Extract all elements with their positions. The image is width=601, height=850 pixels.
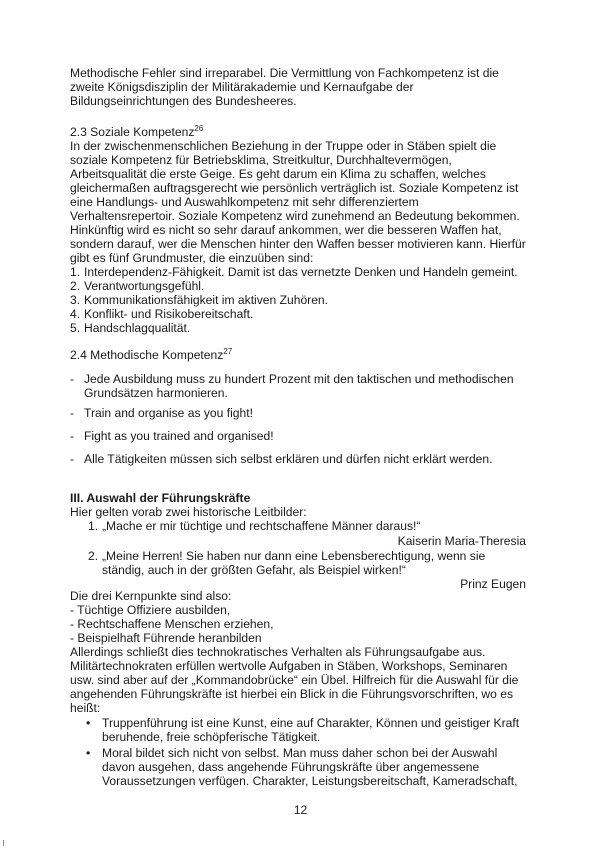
text-line: gibt es fünf Grundmuster, die einzuüben sind: <box>70 251 314 265</box>
text-line: eine Handlungs- und Auswahlkompetenz mit sehr differenziertem <box>70 195 419 209</box>
intro-line: Hier gelten vorab zwei historische Leitbilder: <box>70 505 307 519</box>
list-item: 2. „Meine Herren! Sie haben nur dann eine Lebensberechtigung, wenn sie ständig, auch in der größten Gefahr, als Beispiel wirken!“ <box>88 549 486 577</box>
text-line: - Beispielhaft Führende heranbilden <box>70 631 262 645</box>
text-line: Militärtechnokraten erfüllen wertvolle Aufgaben in Stäben, Workshops, Seminaren <box>70 659 508 673</box>
list-item: 1. „Mache er mir tüchtige und rechtschaffene Männer daraus!“ <box>88 519 421 533</box>
quote-1-author: Kaiserin Maria-Theresia <box>397 534 526 548</box>
list-item: • Moral bildet sich nicht von selbst. Man muss daher schon bei der Auswahl davon ausgehen, dass angehende Führungskräfte über angemessene Voraussetzungen verfügen. Charakter, Leistungsbereitschaft, Kameradschaft, <box>86 746 518 788</box>
text-line: angehenden Führungskräfte ist hierbei ein Blick in die Führungsvorschriften, wo es <box>70 687 514 701</box>
list-item: - Jede Ausbildung muss zu hundert Prozent mit den taktischen und methodischen Grundsätzen harmonieren. <box>70 372 514 400</box>
text-line: - Tüchtige Offiziere ausbilden, <box>70 603 231 617</box>
text-line: Bildungseinrichtungen des Bundesheeres. <box>70 94 297 108</box>
text-line: sondern darauf, wer die Menschen hinter den Waffen besser motivieren kann. Hierfür <box>70 237 526 251</box>
core-points <box>70 589 530 645</box>
paragraph-technocrats <box>70 645 530 715</box>
list-item: • Truppenführung ist eine Kunst, eine auf Charakter, Können und geistiger Kraft beruhende, freie schöpferische Tätigkeit. <box>86 716 520 744</box>
section-heading-2-4 <box>70 348 530 362</box>
list-item: 5. Handschlagqualität. <box>70 321 191 335</box>
quote-1 <box>88 519 530 533</box>
dash-list <box>70 406 530 420</box>
numbered-list <box>70 265 530 335</box>
text-line: soziale Kompetenz für Betriebsklima, Streitkultur, Durchhaltevermögen, <box>70 153 452 167</box>
section-heading-2-3 <box>70 125 530 139</box>
dash-list <box>70 429 530 443</box>
list-item: - Alle Tätigkeiten müssen sich selbst erklären und dürfen nicht erklärt werden. <box>70 452 493 466</box>
text-line: In der zwischenmenschlichen Beziehung in der Truppe oder in Stäben spielt die <box>70 139 497 153</box>
paragraph-social-competence <box>70 139 530 265</box>
text-line: Die drei Kernpunkte sind also: <box>70 589 232 603</box>
list-item: 1. Interdependenz-Fähigkeit. Damit ist das vernetzte Denken und Handeln gemeint. <box>70 265 518 279</box>
text-line: zweite Königsdisziplin der Militärakademie und Kernaufgabe der <box>70 80 414 94</box>
bullet-list <box>70 746 530 788</box>
quote-2-author: Prinz Eugen <box>460 577 526 591</box>
heading-text: 2.4 Methodische Kompetenz <box>70 348 224 362</box>
quote-2 <box>88 549 526 577</box>
list-item: 4. Konflikt- und Risikobereitschaft. <box>70 307 254 321</box>
text-line: Methodische Fehler sind irreparabel. Die Vermittlung von Fachkompetenz ist die <box>70 66 499 80</box>
dash-list <box>70 452 530 466</box>
scan-mark <box>3 840 4 846</box>
list-item: - Fight as you trained and organised! <box>70 429 274 443</box>
text-line: Arbeitsqualität die erste Geige. Es geht darum ein Klima zu schaffen, welches <box>70 167 486 181</box>
text-line: heißt: <box>70 701 101 715</box>
text-line: Allerdings schließt dies technokratisches Verhalten als Führungsaufgabe aus. <box>70 645 486 659</box>
footnote-ref: 27 <box>223 347 233 356</box>
page-number: 12 <box>293 803 308 817</box>
dash-list <box>70 372 530 400</box>
text-line: Hinkünftig wird es nicht so sehr darauf ankommen, wer die besseren Waffen hat, <box>70 223 502 237</box>
list-item: 3. Kommunikationsfähigkeit im aktiven Zuhören. <box>70 293 329 307</box>
text-line: usw. sind aber auf der „Kommandobrücke“ ein Übel. Hilfreich für die Auswahl für die <box>70 673 519 687</box>
list-item: - Train and organise as you fight! <box>70 406 253 420</box>
paragraph-intro <box>70 66 530 108</box>
footnote-ref: 26 <box>194 124 204 133</box>
text-line: - Rechtschaffene Menschen erziehen, <box>70 617 274 631</box>
heading-text: 2.3 Soziale Kompetenz <box>70 125 195 139</box>
list-item: 2. Verantwortungsgefühl. <box>70 279 205 293</box>
section-heading-iii: III. Auswahl der Führungskräfte <box>70 491 251 505</box>
text-line: Verhaltensrepertoir. Soziale Kompetenz wird zunehmend an Bedeutung bekommen. <box>70 209 520 223</box>
bullet-list <box>70 716 530 744</box>
text-line: gleichermaßen auftragsgerecht wie persönlich verträglich ist. Soziale Kompetenz ist <box>70 181 519 195</box>
